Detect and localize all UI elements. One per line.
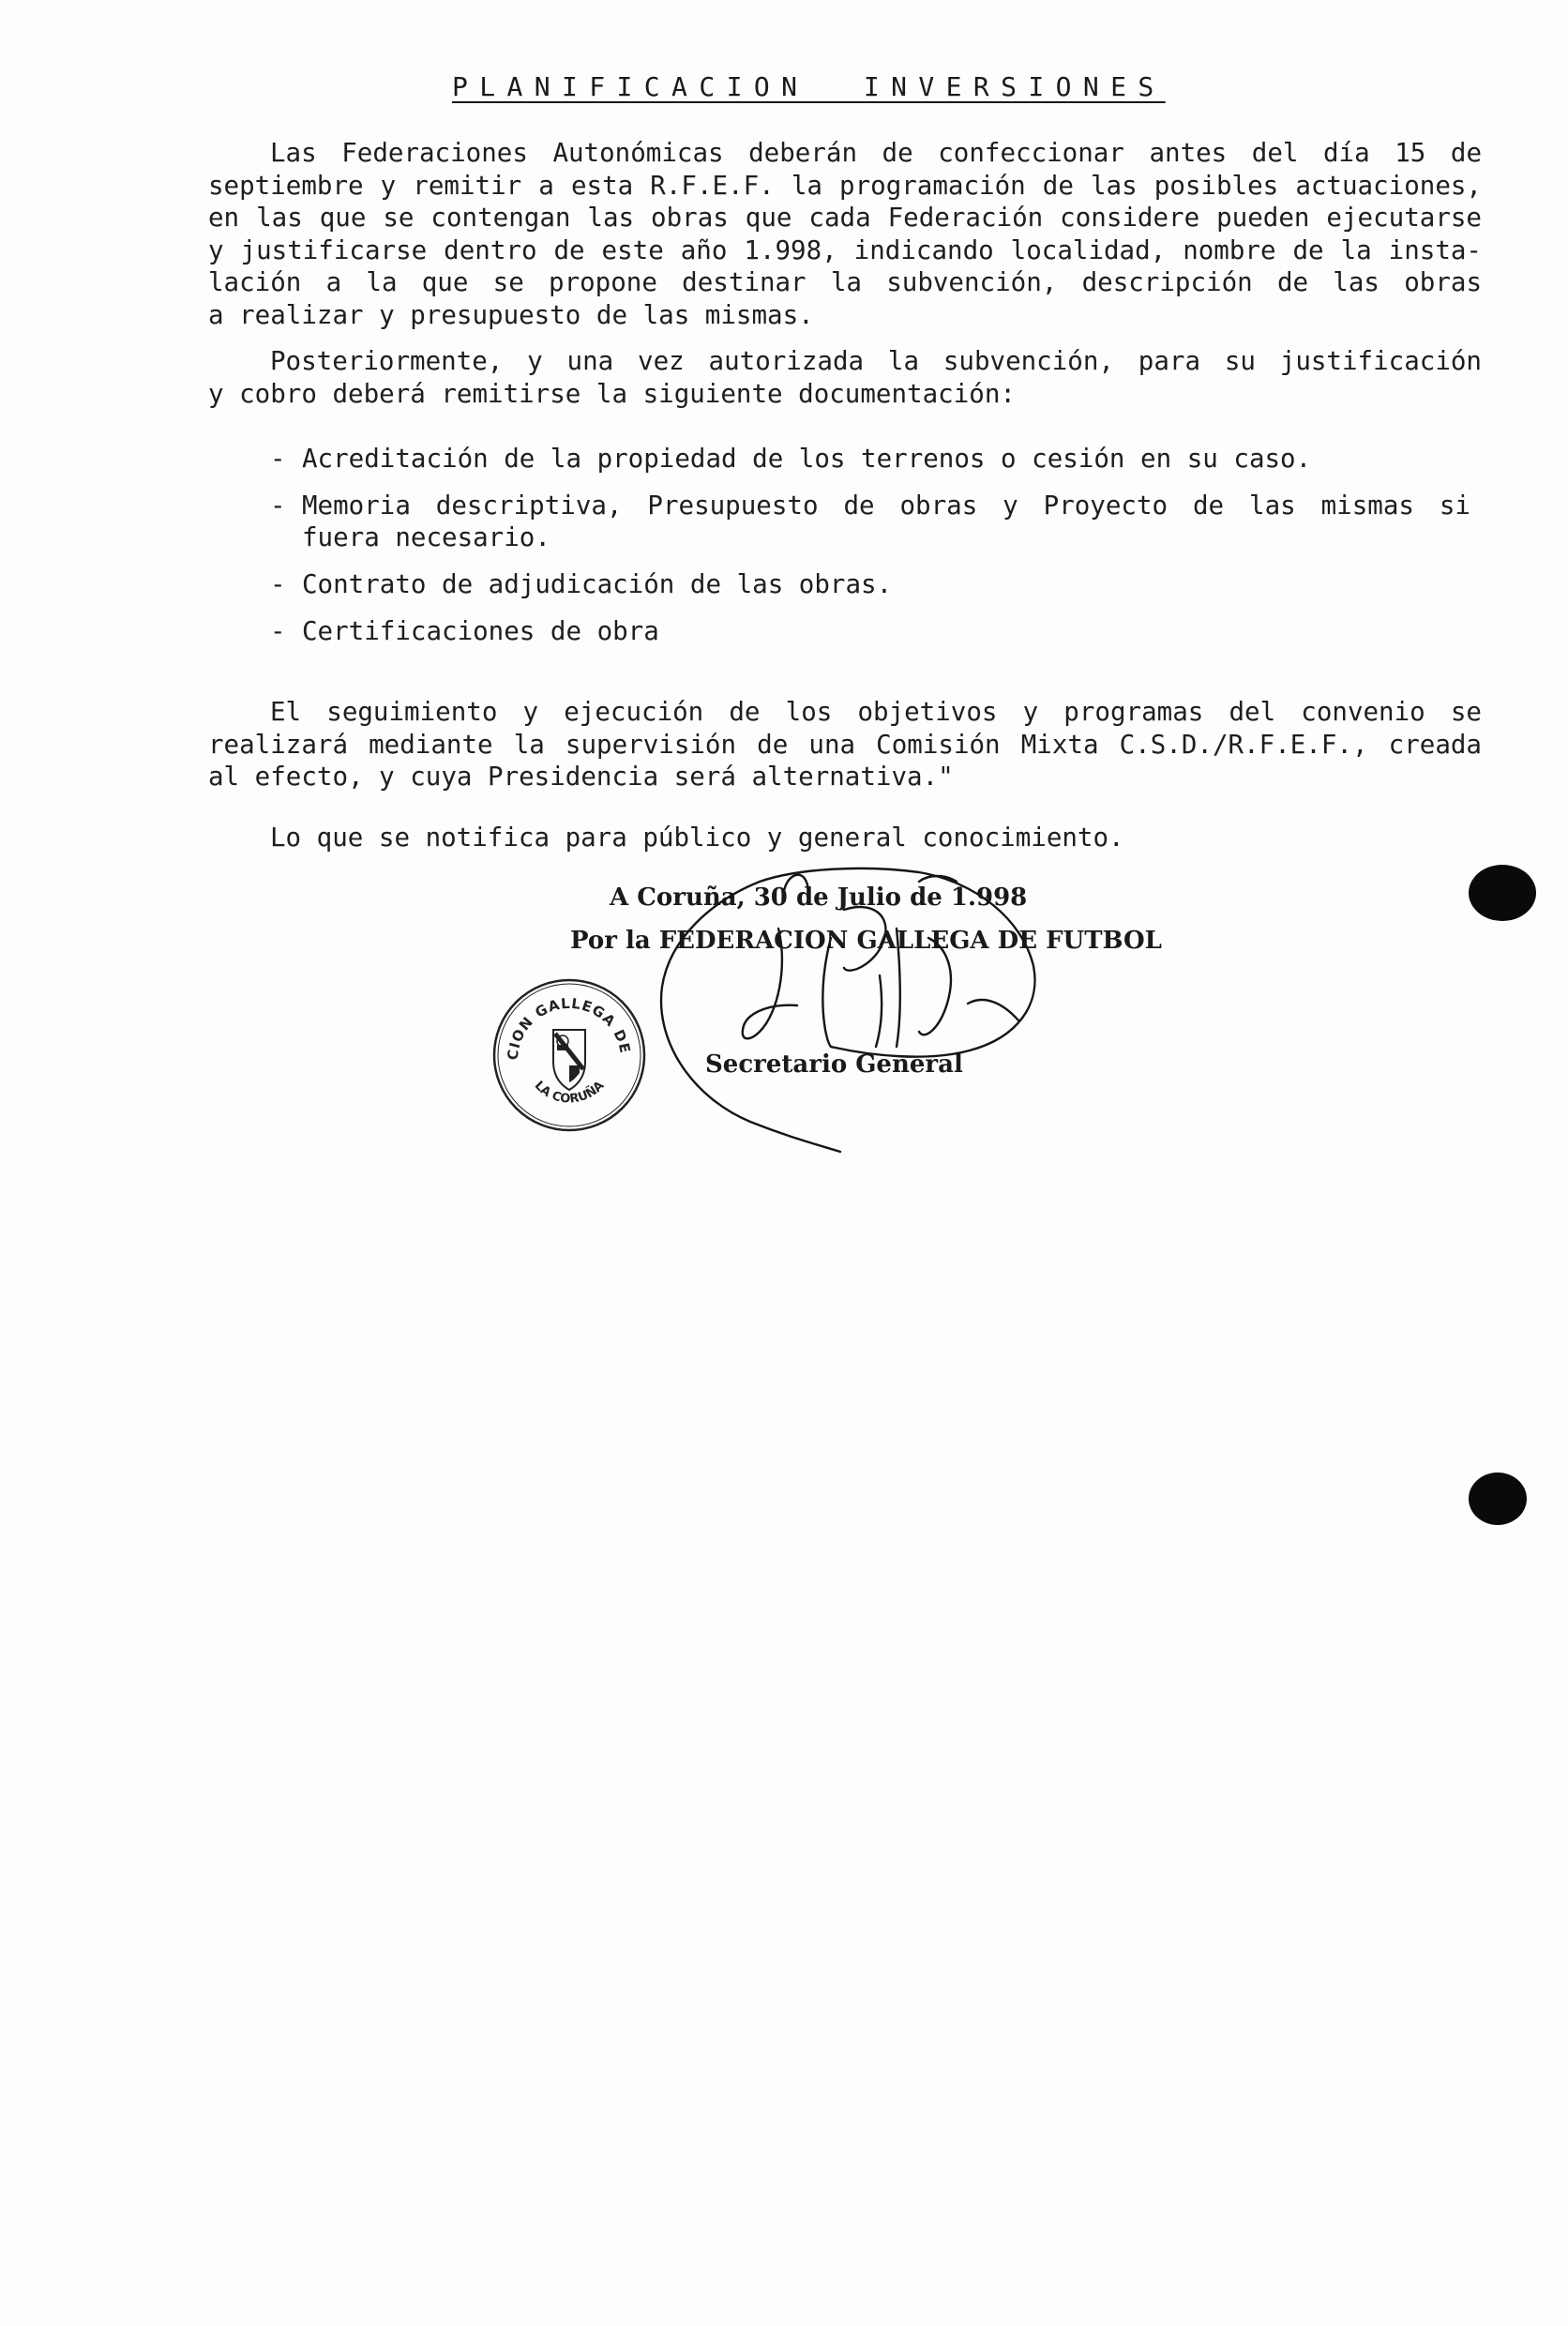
svg-text:FEDERACION GALLEGA DE FUTBOL: CION GALLEGA DE [504,994,634,1062]
document-title: PLANIFICACION INVERSIONES [452,71,1166,102]
text-line: y cobro deberá remitirse la siguiente documentación: [208,378,1016,409]
bullet-dash: - [270,569,286,599]
signer-title: Secretario General [705,1050,963,1079]
list-item-text: Certificaciones de obra [302,616,659,646]
bullet-dash: - [270,491,286,521]
punch-hole-top [1469,865,1536,921]
issuer-line: Por la FEDERACION GALLEGA DE FUTBOL [570,927,1162,955]
paragraph-deadline [208,137,1482,331]
list-item-text: fuera necesario. [302,522,550,552]
federation-stamp [490,975,649,1135]
text-line: Las Federaciones Autonómicas deberán de confeccionar antes del día 15 de [270,138,1482,168]
text-line: al efecto, y cuya Presidencia será alternativa." [208,762,954,792]
bullet-dash: - [270,616,286,646]
place-date: A Coruña, 30 de Julio de 1.998 [610,884,1028,912]
text-line: y justificarse dentro de este año 1.998, indicando localidad, nombre de la insta- [208,234,1482,265]
text-line: septiembre y remitir a esta R.F.E.F. la programación de las posibles actuaciones, [208,170,1482,201]
paragraph-closing [208,822,1482,854]
text-line: Lo que se notifica para público y general conocimiento. [270,823,1124,853]
list-item-text: Acreditación de la propiedad de los terrenos o cesión en su caso. [302,444,1312,474]
list-item-text: Memoria descriptiva, Presupuesto de obras y Proyecto de las mismas si [302,491,1470,521]
punch-hole-bottom [1469,1473,1527,1525]
paragraph-documentation [208,345,1482,410]
text-line: a realizar y presupuesto de las mismas. [208,299,814,330]
text-line: realizará mediante la supervisión de una Comisión Mixta C.S.D./R.F.E.F., creada [208,729,1482,760]
svg-text:LA CORUÑA: LA CORUÑA [531,1079,608,1107]
text-line: lación a la que se propone destinar la subvención, descripción de las obras [208,267,1482,297]
text-line: Posteriormente, y una vez autorizada la subvención, para su justificación [270,346,1482,376]
list-item-text: Contrato de adjudicación de las obras. [302,569,893,599]
stamp-seal-icon [490,975,649,1135]
paragraph-commission [208,696,1482,793]
bullet-dash: - [270,444,286,474]
signature-icon [647,863,1078,1163]
handwritten-signature [647,863,1078,1163]
text-line: en las que se contengan las obras que cada Federación considere pueden ejecutarse [208,203,1482,233]
text-line: El seguimiento y ejecución de los objetivos y programas del convenio se [270,697,1482,727]
